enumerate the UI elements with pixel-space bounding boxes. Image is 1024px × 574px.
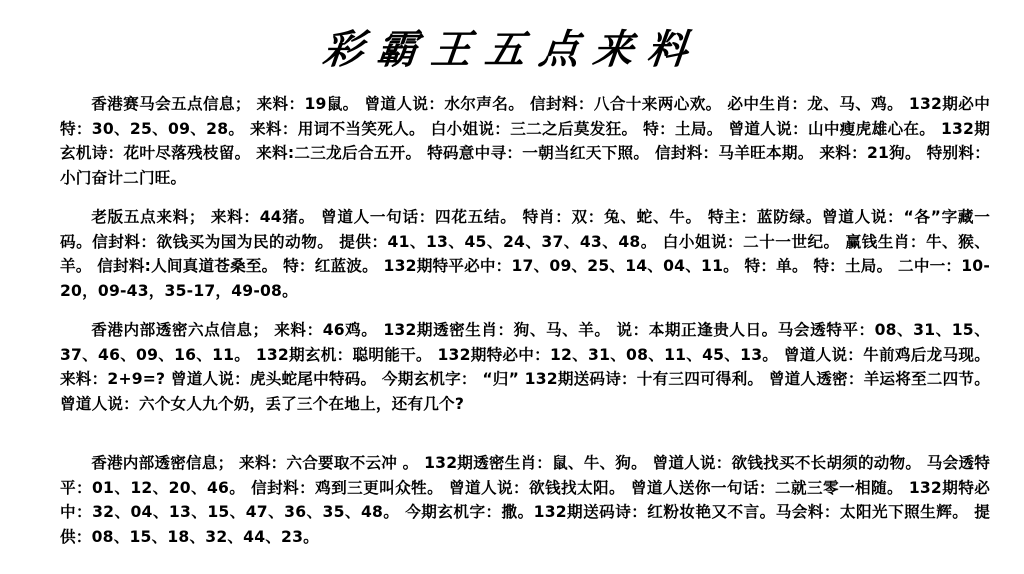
paragraph-old-version: 老版五点来料； 来料：44猪。 曾道人一句话：四花五结。 特肖：双：兔、蛇、牛。 特主：蓝防绿。曾道人说：“各”字藏一码。信封料：欲钱买为国为民的动物。 提供：41、13、45、24、37、43、48。 白小姐说：二十一世纪。 赢钱生肖：牛、猴、羊。 信封料:人间真道苍桑至。 特：红蓝波。 132期特平必中：17、09、25、14、04、11。 特：单。 特：土局。 二中一：10-20，09-43，35-17，49-08。 xyxy=(60,208,990,300)
paragraph-hk-internal: 香港内部透密信息； 来料：六合要取不云冲 。 132期透密生肖：鼠、牛、狗。 曾道人说：欲钱找买不长胡须的动物。 马会透特平：01、12、20、46。 信封料：鸡到三更叫众牲。 曾道人说：欲钱找太阳。 曾道人送你一句话：二就三零一相随。 132期特必中：32、04、13、15、47、36、35、48。 今期玄机字：撒。132期送码诗：红粉妆艳又不言。马会料：太阳光下照生辉。 提供：08、15、18、32、44、23。 xyxy=(60,454,990,546)
paragraph-hk-jockey-club: 香港赛马会五点信息； 来料：19鼠。 曾道人说：水尔声名。 信封料：八合十来两心欢。 必中生肖：龙、马、鸡。 132期必中特：30、25、09、28。 来料：用词不当笑死人。 白小姐说：三二之后莫发狂。 特：土局。 曾道人说：山中瘦虎雄心在。 132期玄机诗：花叶尽落残枝留。 来料:二三龙后合五开。 特码意中寻：一朝当红天下照。 信封料：马羊旺本期。 来料：21狗。 特别料：小门奋计二门旺。 xyxy=(60,95,990,187)
paragraph-hk-internal-six: 香港内部透密六点信息； 来料：46鸡。 132期透密生肖：狗、马、羊。 说：本期正逢贵人日。马会透特平：08、31、15、37、46、09、16、11。 132期玄机：聪明能干。 132期特必中：12、31、08、11、45、13。 曾道人说：牛前鸡后龙马现。 来料：2+9=? 曾道人说：虎头蛇尾中特码。 今期玄机字： “归” 132期送码诗：十有三四可得利。 曾道人透密：羊运将至二四节。 曾道人说：六个女人九个奶，丢了三个在地上，还有几个? xyxy=(60,321,990,413)
page-title: 彩霸王五点来料 xyxy=(320,26,704,73)
